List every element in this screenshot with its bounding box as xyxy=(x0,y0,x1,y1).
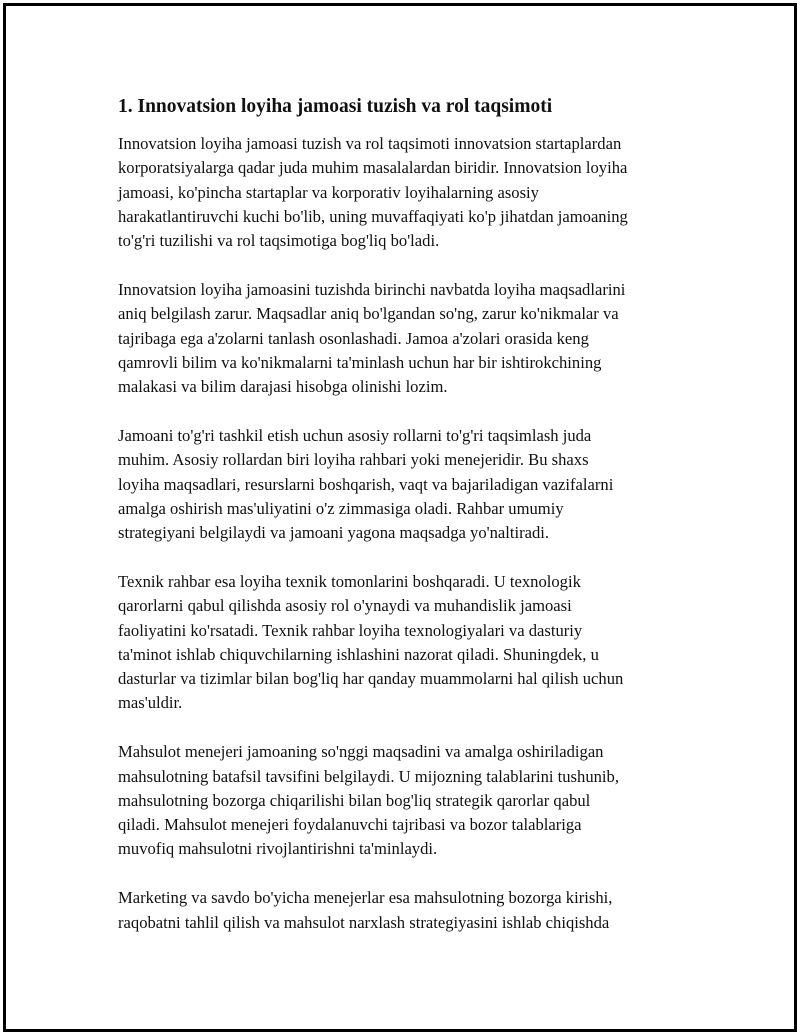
paragraph-line: malakasi va bilim darajasi hisobga olinishi lozim. xyxy=(118,377,448,397)
paragraph-line: harakatlantiruvchi kuchi bo'lib, uning muvaffaqiyati ko'p jihatdan jamoaning xyxy=(118,206,628,226)
paragraph-line: muvofiq mahsulotni rivojlantirishni ta'minlaydi. xyxy=(118,839,438,859)
paragraph-5 xyxy=(118,740,688,861)
paragraph-line: raqobatni tahlil qilish va mahsulot narxlash strategiyasini ishlab chiqishda xyxy=(118,912,610,932)
paragraph-line: dasturlar va tizimlar bilan bog'liq har qanday muammolarni hal qilish uchun xyxy=(118,669,624,689)
paragraph-1 xyxy=(118,132,688,253)
document-body xyxy=(118,92,688,959)
paragraph-line: Jamoani to'g'ri tashkil etish uchun asosiy rollarni to'g'ri taqsimlash juda xyxy=(118,425,592,445)
paragraph-line: Mahsulot menejeri jamoaning so'nggi maqsadini va amalga oshiriladigan xyxy=(118,742,604,762)
paragraph-line: jamoasi, ko'pincha startaplar va korporativ loyihalarning asosiy xyxy=(118,182,539,202)
paragraph-6 xyxy=(118,886,688,935)
paragraph-line: qamrovli bilim va ko'nikmalarni ta'minlash uchun har bir ishtirokchining xyxy=(118,352,602,372)
paragraph-line: loyiha maqsadlari, resurslarni boshqarish, vaqt va bajariladigan vazifalarni xyxy=(118,474,614,494)
paragraph-line: ta'minot ishlab chiquvchilarning ishlashini nazorat qiladi. Shuningdek, u xyxy=(118,644,599,664)
paragraph-line: Texnik rahbar esa loyiha texnik tomonlarini boshqaradi. U texnologik xyxy=(118,571,581,591)
paragraph-line: faoliyatini ko'rsatadi. Texnik rahbar loyiha texnologiyalari va dasturiy xyxy=(118,620,583,640)
paragraph-line: muhim. Asosiy rollardan biri loyiha rahbari yoki menejeridir. Bu shaxs xyxy=(118,450,589,470)
paragraph-line: mahsulotning batafsil tavsifini belgilaydi. U mijozning talablarini tushunib, xyxy=(118,766,619,786)
paragraph-line: qiladi. Mahsulot menejeri foydalanuvchi tajribasi va bozor talablariga xyxy=(118,815,582,835)
paragraph-line: mas'uldir. xyxy=(118,693,183,713)
paragraph-line: amalga oshirish mas'uliyatini o'z zimmasiga oladi. Rahbar umumiy xyxy=(118,498,564,518)
document-title: 1. Innovatsion loyiha jamoasi tuzish va rol taqsimoti xyxy=(118,96,553,117)
paragraph-3 xyxy=(118,424,688,545)
paragraph-line: mahsulotning bozorga chiqarilishi bilan bog'liq strategik qarorlar qabul xyxy=(118,790,591,810)
paragraph-line: tajribaga ega a'zolarni tanlash osonlashadi. Jamoa a'zolari orasida keng xyxy=(118,328,589,348)
paragraph-4 xyxy=(118,570,688,716)
paragraph-line: to'g'ri tuzilishi va rol taqsimotiga bog'liq bo'ladi. xyxy=(118,231,440,251)
paragraph-line: qarorlarni qabul qilishda asosiy rol o'ynaydi va muhandislik jamoasi xyxy=(118,596,572,616)
paragraph-line: aniq belgilash zarur. Maqsadlar aniq bo'lgandan so'ng, zarur ko'nikmalar va xyxy=(118,304,619,324)
paragraph-line: Marketing va savdo bo'yicha menejerlar esa mahsulotning bozorga kirishi, xyxy=(118,888,613,908)
paragraph-2 xyxy=(118,278,688,399)
paragraph-line: strategiyani belgilaydi va jamoani yagona maqsadga yo'naltiradi. xyxy=(118,523,550,543)
paragraph-line: korporatsiyalarga qadar juda muhim masalalardan biridir. Innovatsion loyiha xyxy=(118,158,628,178)
paragraph-line: Innovatsion loyiha jamoasi tuzish va rol taqsimoti innovatsion startaplardan xyxy=(118,134,622,153)
paragraph-line: Innovatsion loyiha jamoasini tuzishda birinchi navbatda loyiha maqsadlarini xyxy=(118,279,626,299)
